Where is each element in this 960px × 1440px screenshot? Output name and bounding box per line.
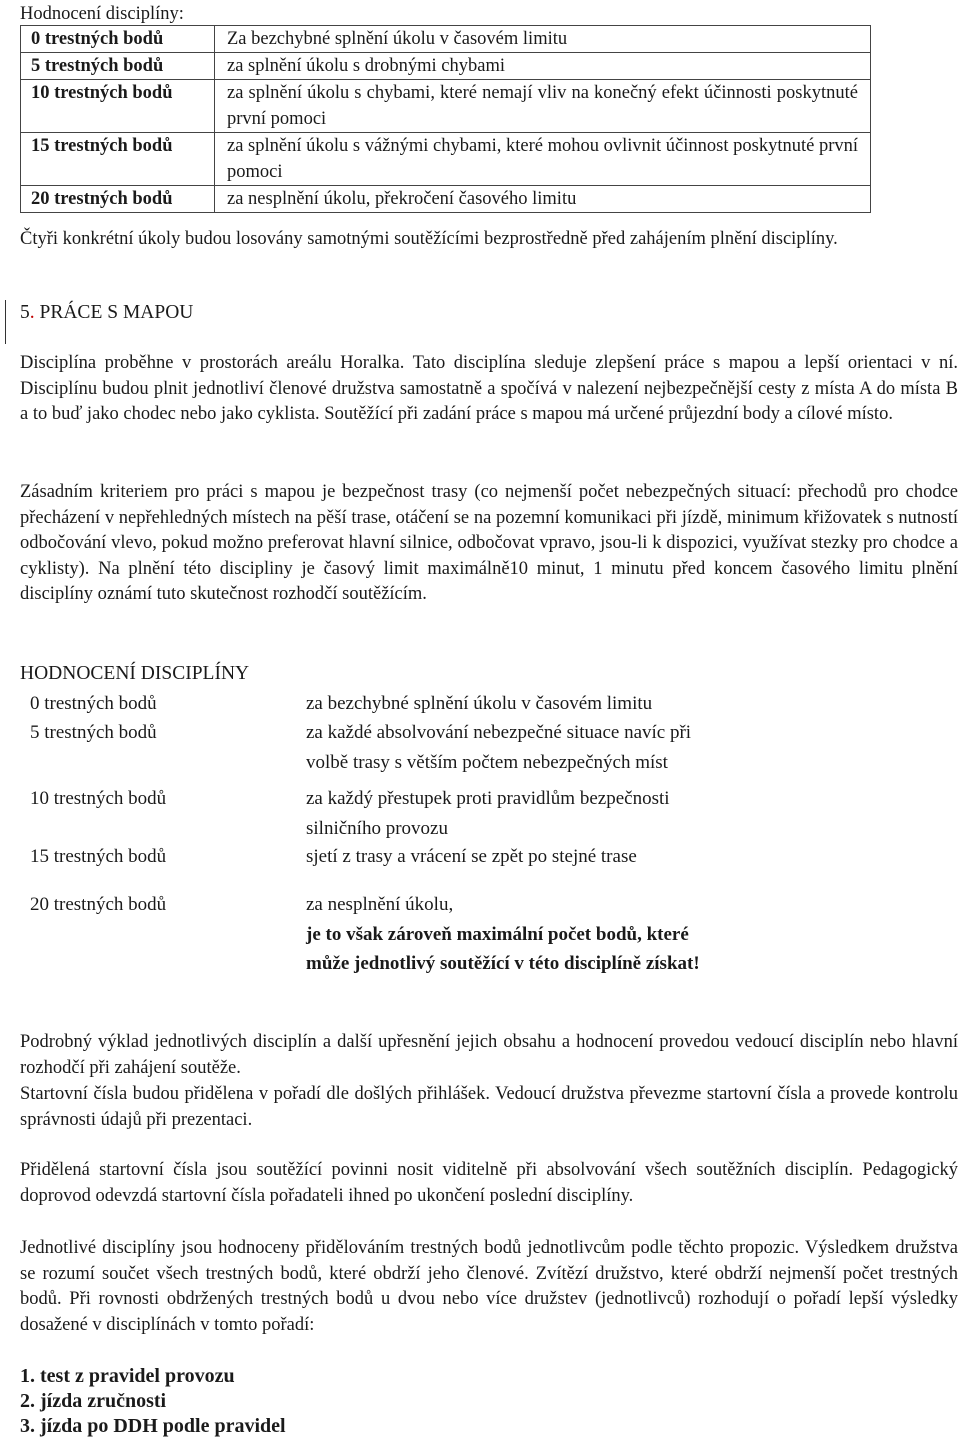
table-row: [21, 133, 871, 186]
description-line-bold: je to však zároveň maximální počet bodů, které: [306, 923, 689, 945]
table-row: [21, 26, 871, 53]
description-cell: za splnění úkolu s vážnými chybami, které mohou ovlivnit účinnost poskytnuté první pomoci: [215, 133, 871, 186]
description-cell: za nesplnění úkolu, překročení časového limitu: [215, 186, 871, 213]
points-label: 0 trestných bodů: [30, 693, 157, 714]
wearing-numbers-paragraph: Přidělená startovní čísla jsou soutěžící povinni nosit viditelně při absolvování všech soutěžních disciplín. Pedagogický doprovod odevzdá startovní čísla pořadateli ihned po ukončení poslední disciplíny.: [20, 1160, 958, 1206]
points-description: [306, 890, 700, 979]
change-bar: [5, 300, 6, 344]
points-label: 20 trestných bodů: [30, 894, 167, 915]
points-description: [306, 718, 691, 777]
points-cell: 5 trestných bodů: [21, 53, 215, 80]
list-item: 3. jízda po DDH podle pravidel: [20, 1415, 286, 1437]
table-row: [21, 80, 871, 133]
points-label: 5 trestných bodů: [30, 722, 157, 743]
description-line: za nesplnění úkolu,: [306, 894, 454, 915]
start-numbers-paragraph: Startovní čísla budou přidělena v pořadí dle došlých přihlášek. Vedoucí družstva převezme startovní čísla a provede kontrolu správnosti údajů při prezentaci.: [20, 1084, 958, 1130]
scoring-heading: HODNOCENÍ DISCIPLÍNY: [20, 663, 250, 684]
evaluation-paragraph: Jednotlivé disciplíny jsou hodnoceny přidělováním trestných bodů jednotlivcům podle těchto propozic. Výsledkem družstva se rozumí součet všech trestných bodů, které obdrží jeho členové. Zvítězí družstvo, které obdrží nejmenší počet trestných bodů. Při rovnosti obdržených trestných bodů u dvou nebo více družstev (jednotlivců) rozhodují o pořadí lepší výsledky dosažené v disciplínách v tomto pořadí:: [20, 1238, 958, 1335]
section-title: PRÁCE S MAPOU: [34, 302, 194, 323]
points-cell: 20 trestných bodů: [21, 186, 215, 213]
table-row: [21, 53, 871, 80]
points-cell: 0 trestných bodů: [21, 26, 215, 53]
section-heading: [20, 302, 193, 324]
description-cell: za splnění úkolu s chybami, které nemají vliv na konečný efekt účinnosti poskytnuté první pomoci: [215, 80, 871, 133]
points-description: [306, 784, 670, 843]
points-cell: 15 trestných bodů: [21, 133, 215, 186]
description-line: za každé absolvování nebezpečné situace navíc při: [306, 722, 692, 743]
points-description: [306, 689, 652, 719]
section-number-dot: .: [29, 302, 35, 323]
points-label: 10 trestných bodů: [30, 788, 167, 809]
description-line: sjetí z trasy a vrácení se zpět po stejné trase: [306, 846, 637, 867]
points-description: [306, 842, 637, 872]
description-cell: Za bezchybné splnění úkolu v časovém limitu: [215, 26, 871, 53]
section-number: 5: [20, 302, 30, 323]
map-intro-paragraph: Disciplína proběhne v prostorách areálu Horalka. Tato disciplína sleduje zlepšení práce s mapou a lepší orientaci v ní. Disciplínu budou plnit jednotliví členové družstva samostatně a spočívá v nalezení nejbezpečnější cesty z místa A do místa B a to buď jako chodec nebo jako cyklista. Soutěžící při zadání práce s mapou má určené průjezdní body a cílové místo.: [20, 353, 958, 424]
description-line: volbě trasy s větším počtem nebezpečných míst: [306, 751, 668, 773]
list-item: 2. jízda zručnosti: [20, 1390, 167, 1412]
explanation-paragraph: Podrobný výklad jednotlivých disciplín a další upřesnění jejich obsahu a hodnocení provedou vedoucí disciplín nebo hlavní rozhodčí při zahájení soutěže.: [20, 1032, 958, 1078]
points-cell: 10 trestných bodů: [21, 80, 215, 133]
description-line: za bezchybné splnění úkolu v časovém limitu: [306, 693, 653, 714]
description-line-bold: může jednotlivý soutěžící v této disciplíně získat!: [306, 953, 700, 974]
tasks-drawing-paragraph: Čtyři konkrétní úkoly budou losovány samotnými soutěžícími bezprostředně před zahájením plnění disciplíny.: [20, 229, 838, 249]
description-line: silničního provozu: [306, 817, 448, 839]
discipline-scoring-heading: Hodnocení disciplíny:: [20, 4, 184, 24]
table-row: [21, 186, 871, 213]
description-cell: za splnění úkolu s drobnými chybami: [215, 53, 871, 80]
description-line: za každý přestupek proti pravidlům bezpečnosti: [306, 788, 670, 809]
first-aid-scoring-table: [20, 25, 871, 213]
list-item: 1. test z pravidel provozu: [20, 1365, 235, 1387]
points-label: 15 trestných bodů: [30, 846, 167, 867]
map-criteria-paragraph: Zásadním kriteriem pro práci s mapou je bezpečnost trasy (co nejmenší počet nebezpečných situací: přechodů pro chodce přecházení v nepřehledných místech na pěší trase, otáčení se na pozemní komunikaci při jízdě, minimum křižovatek s nutností odbočování vlevo, pokud možno preferovat hlavní silnice, odbočovat vpravo, jsou-li k dispozici, využívat stezky pro chodce a cyklisty). Na plnění této discipliny je časový limit maximálně10 minut, 1 minutu před koncem časového limitu plnění disciplíny oznámí tuto skutečnost rozhodčí soutěžícím.: [20, 482, 958, 604]
